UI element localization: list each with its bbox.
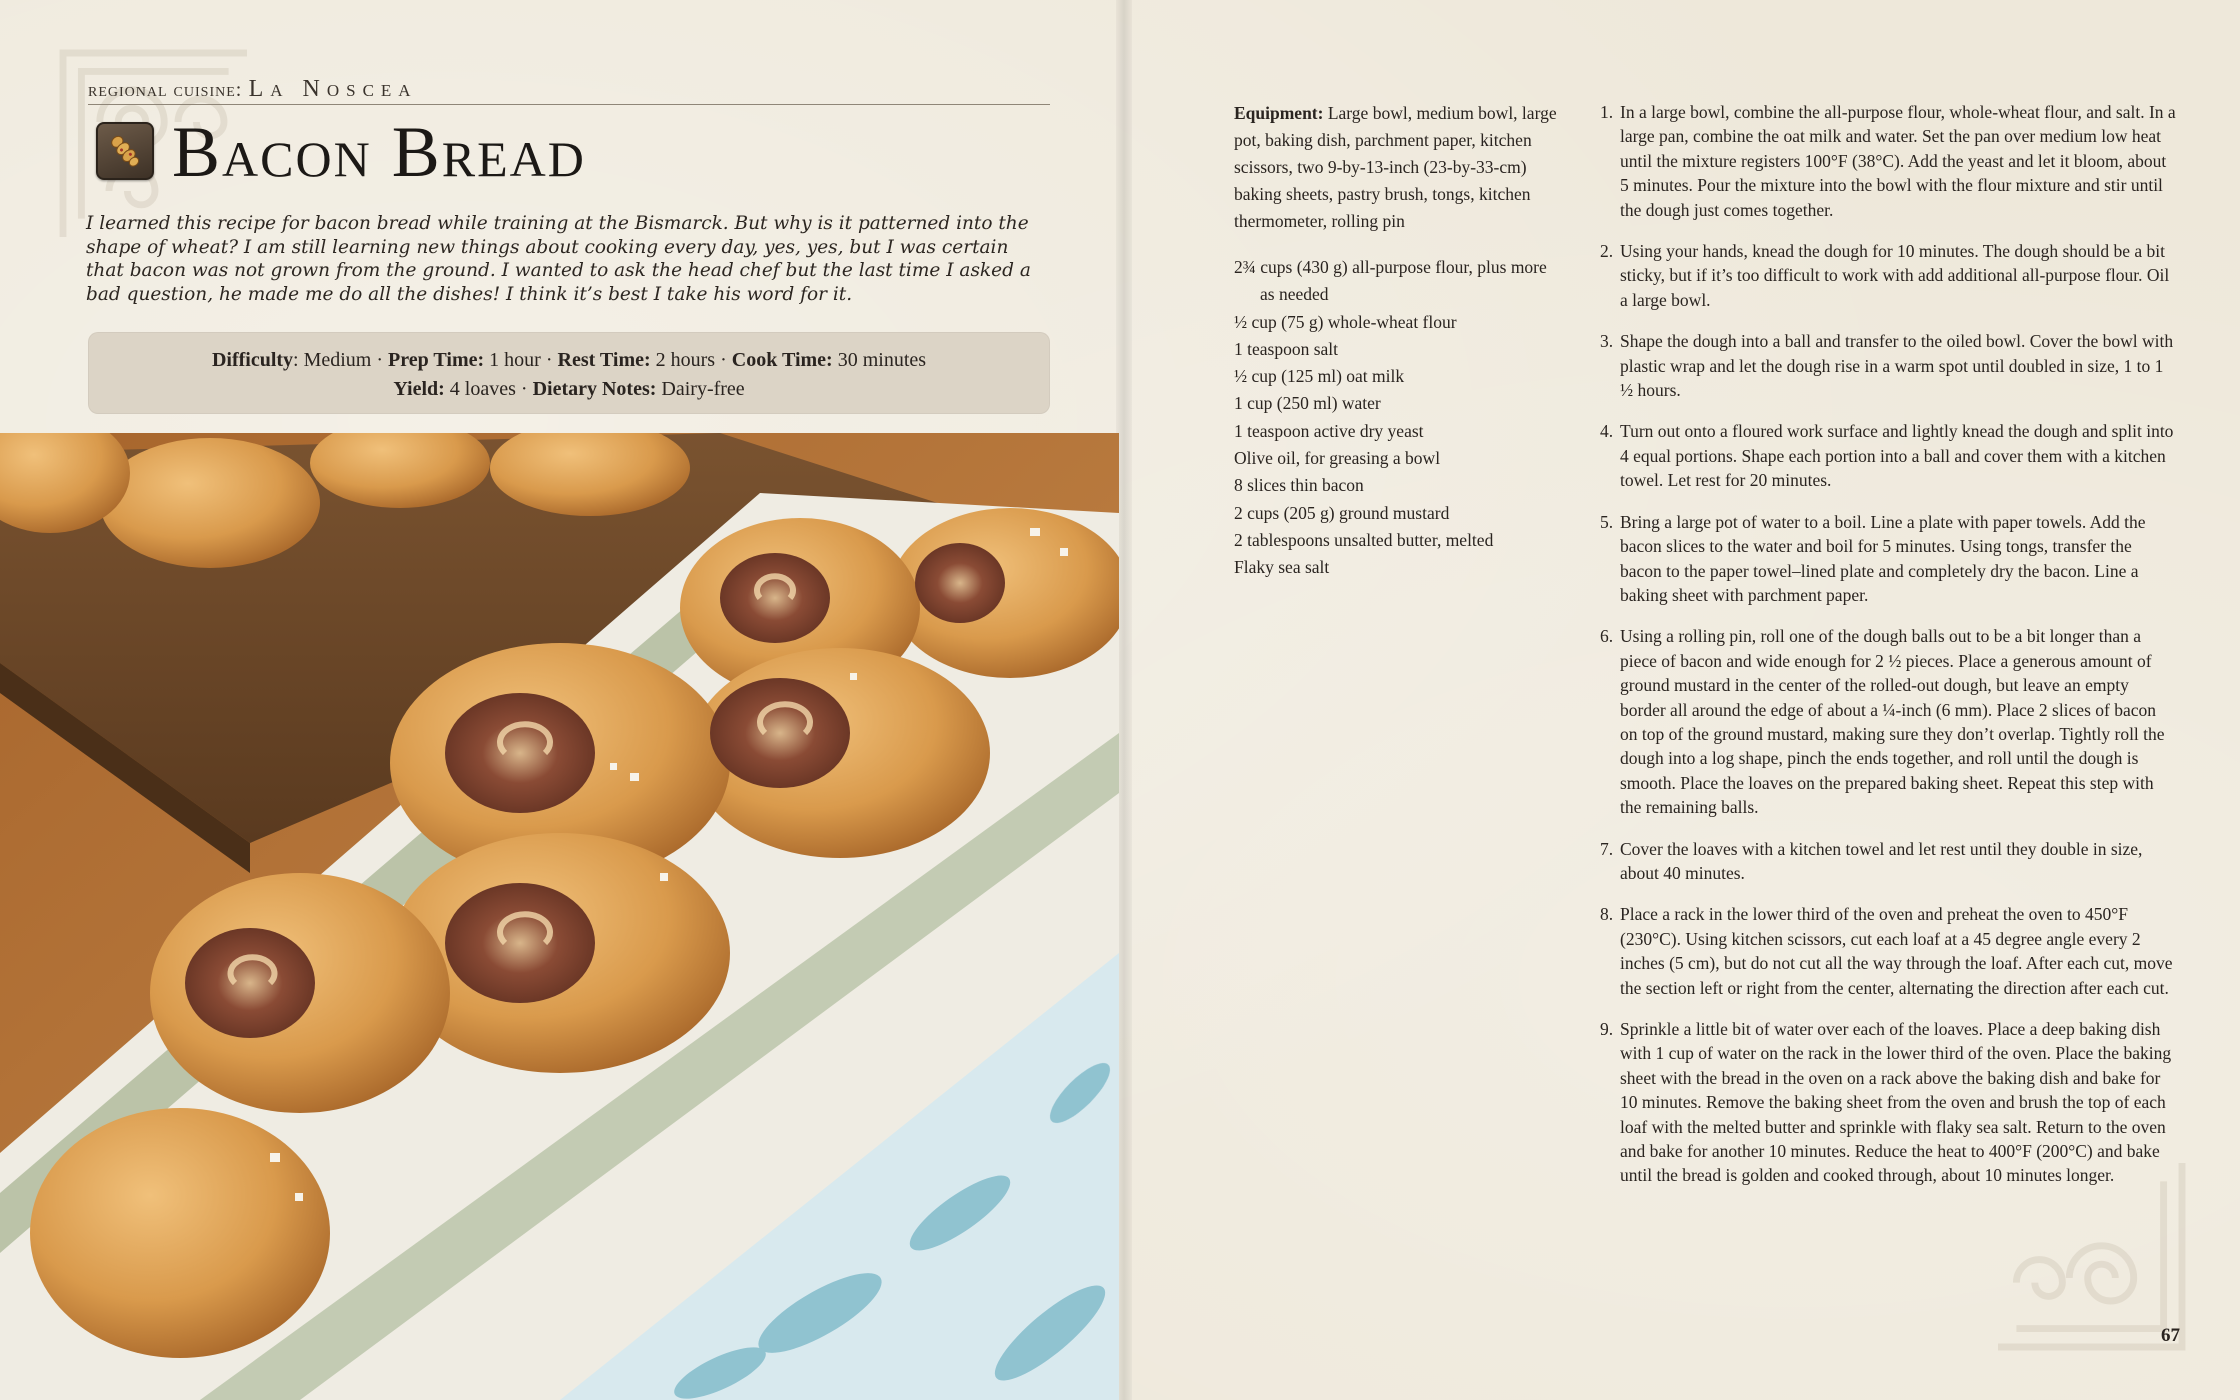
ingredient-item: 2 cups (205 g) ground mustard — [1234, 502, 1450, 523]
region-name: La Noscea — [248, 76, 418, 102]
info-line-1: Difficulty: Medium · Prep Time: 1 hour · Rest Time: 2 hours · Cook Time: 30 minutes — [211, 349, 927, 371]
ingredient-item: 1 teaspoon active dry yeast — [1234, 420, 1424, 441]
step-text: Bring a large pot of water to a boil. Line a plate with paper towels. Add the bacon slices to the water and boil for 5 minutes. Using tongs, transfer the bacon to the paper towel–lined plate and completely dry the bacon. Line a baking sheet with parchment paper. — [1620, 511, 2146, 605]
page-number: 67 — [2161, 1325, 2180, 1346]
ingredient-item: Flaky sea salt — [1234, 557, 1330, 578]
ingredients-list — [1234, 254, 1564, 584]
ingredient-item: ½ cup (125 ml) oat milk — [1234, 366, 1405, 387]
equipment-text: Large bowl, medium bowl, large pot, baking dish, parchment paper, kitchen scissors, two 9-by-13-inch (23-by-33-cm) baking sheets, pastry brush, tongs, kitchen thermometer, rolling pin — [1234, 103, 1557, 231]
step-number: 2. — [1600, 241, 1614, 262]
step-item — [1600, 510, 2176, 608]
step-item — [1600, 329, 2176, 402]
equipment-label: Equipment: — [1234, 103, 1324, 123]
step-number: 9. — [1600, 1019, 1614, 1039]
bread-icon — [96, 122, 154, 180]
difficulty-value: Medium — [303, 349, 372, 371]
equipment-list — [1234, 100, 1564, 240]
method-steps — [1600, 100, 2176, 1240]
step-number: 4. — [1600, 421, 1614, 442]
step-item — [1600, 624, 2176, 819]
ingredient-item: ½ cup (75 g) whole-wheat flour — [1234, 311, 1457, 332]
regional-cuisine-header — [88, 76, 788, 102]
step-text: Using a rolling pin, roll one of the dough balls out to be a bit longer than a piece of bacon and wide enough for 2 ½ pieces. Place a generous amount of ground mustard in the center of the rolled-out dough, but leave an empty border all around the edge of about a ¼-inch (6 mm). Place 2 slices of bacon on top of the ground mustard, making sure they don’t overlap. Tightly roll the dough into a log shape, pinch the ends together, and roll until the dough is smooth. Place the loaves on the prepared baking sheet. Repeat this step with the remaining balls. — [1620, 626, 2165, 818]
ingredient-item: Olive oil, for greasing a bowl — [1234, 448, 1441, 469]
recipe-info-box — [88, 332, 1050, 414]
header-divider — [88, 104, 1050, 105]
step-item — [1600, 419, 2176, 492]
step-text: In a large bowl, combine the all-purpose flour, whole-wheat flour, and salt. In a large pan, combine the oat milk and water. Set the pan over medium low heat until the mixture registers 100°F (38°C). Add the yeast and let it bloom, about 5 minutes. Pour the mixture into the bowl with the flour mixture and stir until the dough just comes together. — [1620, 102, 2176, 220]
photo-illustration — [0, 433, 1119, 1400]
cook-label: Cook Time: — [731, 349, 833, 371]
step-item — [1600, 239, 2176, 312]
region-label: regional cuisine: — [88, 79, 243, 101]
recipe-title: Bacon Bread — [172, 112, 586, 192]
step-text: Sprinkle a little bit of water over each of the loaves. Place a deep baking dish with 1 cup of water on the rack in the lower third of the oven. Place the baking sheet with the bread in the oven on a rack above the baking dish and bake for 10 minutes. Remove the baking sheet from the oven and brush the top of each loaf with the melted butter and sprinkle with flaky sea salt. Return to the oven and bake for another 10 minutes. Reduce the heat to 400°F (200°C) and bake until the bread is golden and cooked through, about 10 minutes longer. — [1620, 1019, 2172, 1186]
ingredient-item: 1 teaspoon salt — [1234, 338, 1339, 359]
step-text: Turn out onto a floured work surface and lightly knead the dough and split into 4 equal portions. Shape each portion into a ball and cover them with a kitchen towel. Let rest for 20 minutes. — [1620, 421, 2174, 491]
diet-value: Dairy-free — [661, 378, 745, 400]
step-number: 5. — [1600, 511, 1614, 532]
yield-value: 4 loaves — [449, 378, 516, 400]
difficulty-label: Difficulty — [211, 349, 294, 371]
ingredient-item: 2¾ cups (430 g) all-purpose flour, plus more as needed — [1234, 257, 1547, 305]
step-item — [1600, 100, 2176, 222]
rest-value: 2 hours — [655, 349, 716, 371]
diet-label: Dietary Notes: — [532, 378, 657, 400]
step-text: Cover the loaves with a kitchen towel and let rest until they double in size, about 40 minutes. — [1620, 838, 2143, 883]
step-text: Place a rack in the lower third of the oven and preheat the oven to 450°F (230°C). Using kitchen scissors, cut each loaf at a 45 degree angle every 2 inches (5 cm), but do not cut all the way through the loaf. After each cut, move the section left or right from the center, alternating the direction after each cut. — [1620, 904, 2173, 998]
bacon-bread-photo — [0, 433, 1119, 1400]
step-item — [1600, 837, 2176, 886]
step-item — [1600, 902, 2176, 1000]
step-text: Using your hands, knead the dough for 10 minutes. The dough should be a bit sticky, but if it’s too difficult to work with add additional all-purpose flour. Oil a large bowl. — [1620, 241, 2170, 310]
yield-label: Yield: — [393, 378, 445, 400]
step-number: 8. — [1600, 904, 1614, 925]
info-line-2: Yield: 4 loaves · Dietary Notes: Dairy-free — [393, 378, 745, 400]
ingredient-item: 2 tablespoons unsalted butter, melted — [1234, 529, 1494, 550]
step-item — [1600, 1017, 2176, 1188]
recipe-intro: I learned this recipe for bacon bread while training at the Bismarck. But why is it patterned into the shape of wheat? I am still learning new things about cooking every day, yes, yes, but I was certain that bacon was not grown from the ground. I wanted to ask the head chef but the last time I asked a bad question, he made me do all the dishes! I think it’s best I take his word for it. — [86, 213, 1031, 305]
prep-label: Prep Time: — [388, 349, 485, 371]
rest-label: Rest Time: — [557, 349, 651, 371]
ingredient-item: 8 slices thin bacon — [1234, 475, 1364, 496]
step-number: 1. — [1600, 102, 1614, 122]
step-number: 6. — [1600, 626, 1614, 647]
step-number: 3. — [1600, 331, 1614, 352]
step-text: Shape the dough into a ball and transfer to the oiled bowl. Cover the bowl with plastic wrap and let the dough rise in a warm spot until doubled in size, 1 to 1 ½ hours. — [1620, 331, 2174, 401]
prep-value: 1 hour — [489, 349, 541, 371]
cook-value: 30 minutes — [837, 349, 927, 371]
step-number: 7. — [1600, 838, 1614, 859]
ingredient-item: 1 cup (250 ml) water — [1234, 393, 1381, 414]
